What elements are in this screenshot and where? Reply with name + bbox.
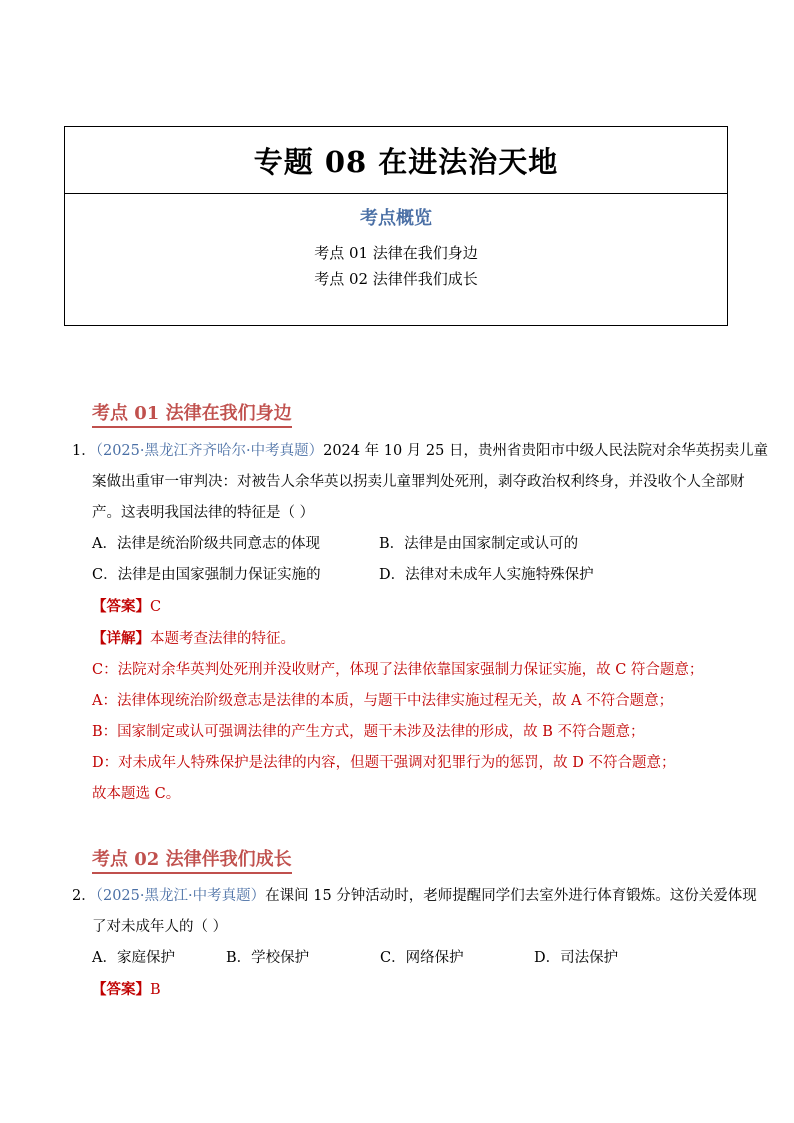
detail-text: D：对未成年人特殊保护是法律的内容，但题干强调对犯罪行为的惩罚，故 D 不符合题意； <box>92 755 676 771</box>
title-row <box>65 127 727 194</box>
detail-label: 【详解】 <box>92 630 150 647</box>
answer-value: B <box>150 982 161 998</box>
question-2 <box>72 881 757 1006</box>
answer-value: C <box>150 599 162 615</box>
detail-text: 故本题选 C。 <box>92 786 181 802</box>
overview-panel <box>65 194 727 292</box>
option-b: B．学校保护 <box>226 950 310 966</box>
option-c: C．法律是由国家强制力保证实施的 <box>92 567 321 583</box>
options-row <box>72 560 732 591</box>
option-d: D．法律对未成年人实施特殊保护 <box>379 567 594 583</box>
document-title: 专题 08 在进法治天地 <box>253 144 559 179</box>
question-stem-line: 在课间 15 分钟活动时，老师提醒同学们去室外进行体育锻炼。这份关爱体现 <box>265 888 757 904</box>
detail-text: B：国家制定或认可强调法律的产生方式，题干未涉及法律的形成，故 B 不符合题意； <box>92 724 645 740</box>
question-source: （2025·黑龙江齐齐哈尔·中考真题） <box>95 443 324 459</box>
option-d: D．司法保护 <box>534 950 619 966</box>
question-stem-line: 了对未成年人的（ ） <box>92 919 228 935</box>
detail-text: C：法院对余华英判处死刑并没收财产，体现了法律依靠国家强制力保证实施，故 C 符合题意； <box>92 662 704 678</box>
answer-line <box>72 591 732 623</box>
options-row <box>72 943 732 974</box>
answer-line <box>72 974 732 1006</box>
answer-label: 【答案】 <box>92 981 150 998</box>
question-stem-line: 产。这表明我国法律的特征是（ ） <box>92 505 315 521</box>
overview-item-1: 考点 01 法律在我们身边 <box>314 244 478 262</box>
question-number: 2． <box>72 888 96 904</box>
question-1-first-line <box>72 436 768 467</box>
overview-item-2: 考点 02 法律伴我们成长 <box>314 270 478 288</box>
option-a: A．家庭保护 <box>92 950 175 966</box>
question-stem-line: 2024 年 10 月 25 日，贵州省贵阳市中级人民法院对余华英拐卖儿童 <box>323 443 768 459</box>
question-2-first-line <box>72 881 757 912</box>
options-row <box>72 529 732 560</box>
section-heading-1: 考点 01 法律在我们身边 <box>92 402 292 428</box>
question-1 <box>72 436 768 810</box>
detail-line <box>72 623 732 655</box>
question-source: （2025·黑龙江·中考真题） <box>95 888 266 904</box>
title-box <box>64 126 728 326</box>
detail-text: A：法律体现统治阶级意志是法律的本质，与题干中法律实施过程无关，故 A 不符合题意； <box>92 693 674 709</box>
detail-text: 本题考查法律的特征。 <box>150 631 295 647</box>
overview-heading: 考点概览 <box>360 208 432 229</box>
option-b: B．法律是由国家制定或认可的 <box>379 536 579 552</box>
section-heading-2: 考点 02 法律伴我们成长 <box>92 848 292 874</box>
question-number: 1． <box>72 443 96 459</box>
option-c: C．网络保护 <box>380 950 464 966</box>
option-a: A．法律是统治阶级共同意志的体现 <box>92 536 320 552</box>
answer-label: 【答案】 <box>92 598 150 615</box>
question-stem-line: 案做出重审一审判决：对被告人余华英以拐卖儿童罪判处死刑，剥夺政治权利终身，并没收个人全部财 <box>92 474 745 490</box>
